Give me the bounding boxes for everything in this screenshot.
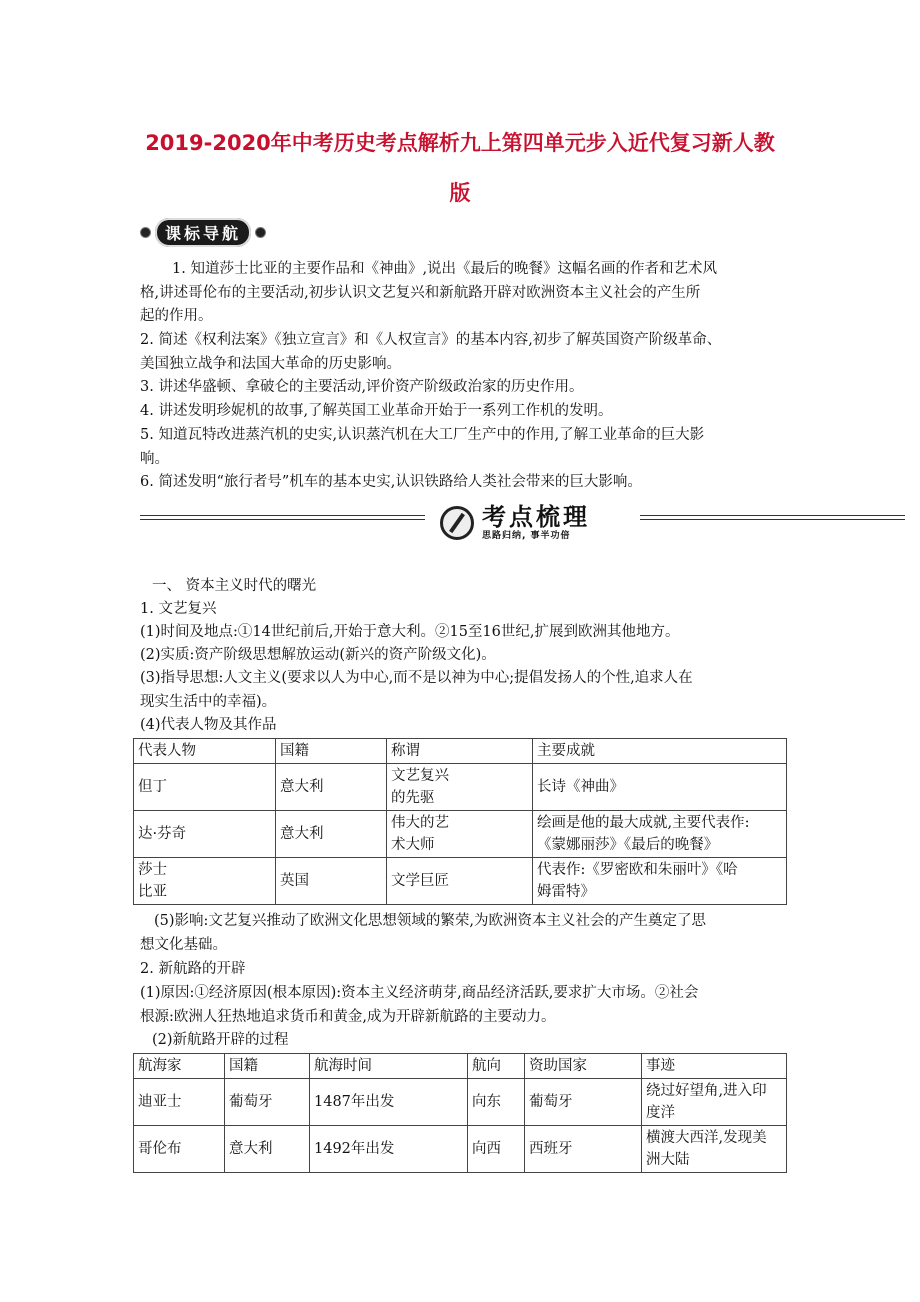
title-line-2: 版 [449,181,471,205]
standard-item-4: 4. 讲述发明珍妮机的故事,了解英国工业革命开始于一系列工作机的发明。 [140,403,613,419]
table-header-cell: 事迹 [642,1054,787,1079]
table-cell: 1492年出发 [310,1126,468,1173]
review-banner-label: 考点梳理 [482,503,590,531]
dot-icon [255,227,266,238]
table-cell: 但丁 [134,764,276,811]
table-row [134,811,787,858]
standards-banner [140,217,266,247]
table-header-cell: 代表人物 [134,739,276,764]
subsection-new-routes: 2. 新航路的开辟 [140,961,246,977]
table-header-cell: 航向 [468,1054,525,1079]
table-cell: 莎士 比亚 [134,858,276,905]
compass-icon [440,506,474,540]
table-header-cell: 国籍 [225,1054,310,1079]
table-row [134,764,787,811]
table-cell: 意大利 [276,811,387,858]
table-header-row [134,739,787,764]
review-banner-subtitle: 思路归纳, 事半功倍 [482,531,571,541]
review-banner [440,502,630,544]
table-cell: 横渡大西洋,发现美 洲大陆 [642,1126,787,1173]
table-header-cell: 航海家 [134,1054,225,1079]
standard-item-6: 6. 简述发明“旅行者号”机车的基本史实,认识铁路给人类社会带来的巨大影响。 [140,474,642,490]
standard-item-2: 2. 简述《权利法案》《独立宣言》和《人权宣言》的基本内容,初步了解英国资产阶级革命、 美国独立战争和法国大革命的历史影响。 [140,332,722,372]
dot-icon [140,227,151,238]
table-cell: 文学巨匠 [387,858,533,905]
table-cell: 文艺复兴 的先驱 [387,764,533,811]
table-row [134,1079,787,1126]
table-cell: 西班牙 [525,1126,642,1173]
standard-item-1: 1. 知道莎士比亚的主要作品和《神曲》,说出《最后的晚餐》这幅名画的作者和艺术风 格,讲述哥伦布的主要活动,初步认识文艺复兴和新航路开辟对欧洲资本主义社会的产生所 起的作用。 [140,261,718,324]
standard-item-3: 3. 讲述华盛顿、拿破仑的主要活动,评价资产阶级政治家的历史作用。 [140,379,584,395]
renaissance-time-place: (1)时间及地点:①14世纪前后,开始于意大利。②15至16世纪,扩展到欧洲其他地方。 [140,624,680,640]
table-cell: 英国 [276,858,387,905]
standard-item-5: 5. 知道瓦特改进蒸汽机的史实,认识蒸汽机在大工厂生产中的作用,了解工业革命的巨大影 响。 [140,427,705,467]
table-cell: 意大利 [276,764,387,811]
table-cell: 绘画是他的最大成就,主要代表作: 《蒙娜丽莎》《最后的晚餐》 [533,811,787,858]
table-cell: 代表作:《罗密欧和朱丽叶》《哈 姆雷特》 [533,858,787,905]
table-header-cell: 国籍 [276,739,387,764]
section-heading: 一、 资本主义时代的曙光 [152,578,317,594]
renaissance-impact: (5)影响:文艺复兴推动了欧洲文化思想领域的繁荣,为欧洲资本主义社会的产生奠定了思 想文化基础。 [140,913,707,953]
renaissance-figures-heading: (4)代表人物及其作品 [140,717,277,733]
table-header-row [134,1054,787,1079]
subsection-renaissance: 1. 文艺复兴 [140,601,217,617]
new-routes-causes: (1)原因:①经济原因(根本原因):资本主义经济萌芽,商品经济活跃,要求扩大市场。②社会 根源:欧洲人狂热地追求货币和黄金,成为开辟新航路的主要动力。 [140,985,699,1025]
standards-banner-label: 课标导航 [155,218,251,247]
table-cell: 1487年出发 [310,1079,468,1126]
table-cell: 向东 [468,1079,525,1126]
table-row [134,1126,787,1173]
table-cell: 意大利 [225,1126,310,1173]
figures-table [133,738,787,905]
table-cell: 迪亚士 [134,1079,225,1126]
table-cell: 葡萄牙 [225,1079,310,1126]
table-header-cell: 称谓 [387,739,533,764]
table-cell: 向西 [468,1126,525,1173]
new-routes-process-heading: (2)新航路开辟的过程 [152,1032,289,1048]
table-header-cell: 航海时间 [310,1054,468,1079]
table-cell: 长诗《神曲》 [533,764,787,811]
table-cell: 达·芬奇 [134,811,276,858]
table-cell: 葡萄牙 [525,1079,642,1126]
navigators-table [133,1053,787,1173]
divider-right [640,515,905,520]
table-cell: 绕过好望角,进入印 度洋 [642,1079,787,1126]
table-cell: 伟大的艺 术大师 [387,811,533,858]
table-header-cell: 资助国家 [525,1054,642,1079]
table-header-cell: 主要成就 [533,739,787,764]
divider-left [140,515,425,520]
renaissance-ideology: (3)指导思想:人文主义(要求以人为中心,而不是以神为中心;提倡发扬人的个性,追求人在 现实生活中的幸福)。 [140,670,693,710]
title-line-1: 2019-2020年中考历史考点解析九上第四单元步入近代复习新人教 [145,131,775,155]
page-title [130,118,790,218]
table-cell: 哥伦布 [134,1126,225,1173]
table-row [134,858,787,905]
renaissance-essence: (2)实质:资产阶级思想解放运动(新兴的资产阶级文化)。 [140,647,496,663]
